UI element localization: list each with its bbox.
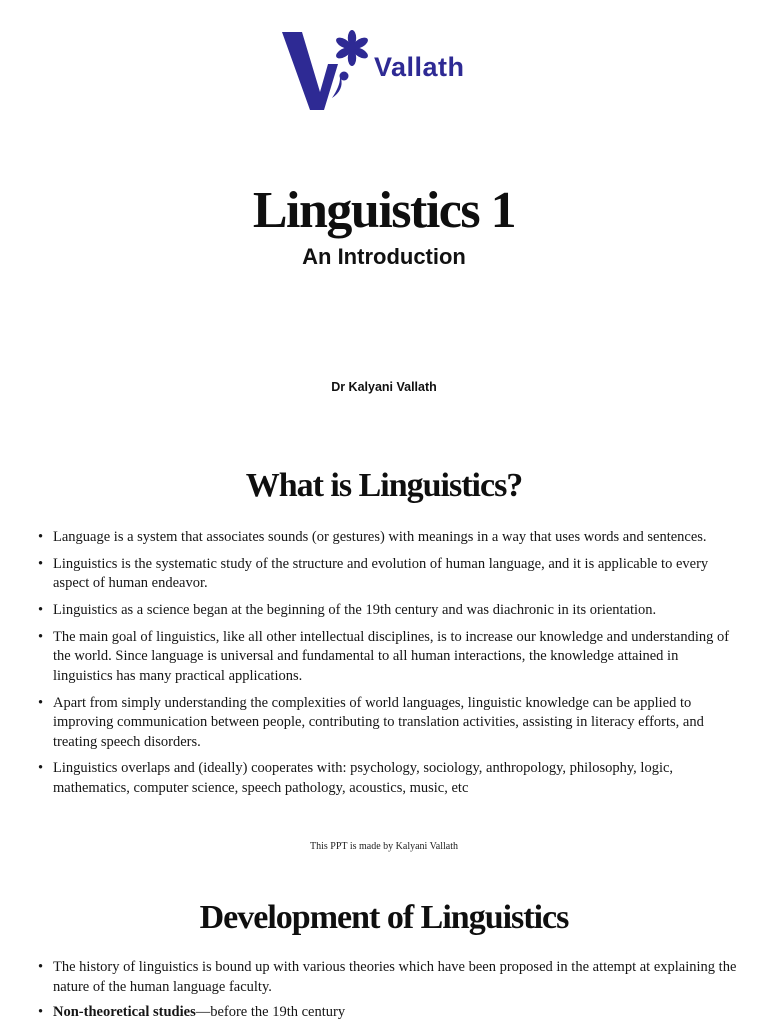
list-item-text: Linguistics as a science began at the beginning of the 19th century and was diachronic in its orientation.	[53, 602, 657, 619]
bullet-icon: •	[38, 959, 44, 975]
vallath-logo	[280, 28, 500, 114]
list-item	[37, 555, 737, 594]
bullet-list-development	[37, 958, 737, 1024]
author-name: Dr Kalyani Vallath	[331, 380, 437, 394]
list-item-text: The main goal of linguistics, like all other intellectual disciplines, is to increase our knowledge and understanding of the world. Since language is universal and fundamental to all human interactions, the knowledge attained in linguistics has many practical applications.	[53, 628, 730, 684]
list-item-text: Linguistics overlaps and (ideally) cooperates with: psychology, sociology, anthropology, philosophy, logic, mathematics, computer science, speech pathology, acoustics, music, etc	[53, 760, 674, 796]
section-heading-what-is-linguistics: What is Linguistics?	[245, 467, 523, 504]
bullet-icon: •	[38, 628, 44, 645]
bullet-icon: •	[38, 555, 44, 572]
list-item-text: Apart from simply understanding the complexities of world languages, linguistic knowledge can be applied to improving communication between people, contributing to translation activities, assisting in literacy efforts, and treating speech disorders.	[53, 694, 704, 750]
list-item	[37, 528, 737, 548]
bullet-icon: •	[38, 1004, 44, 1020]
list-item-text: Linguistics is the systematic study of the structure and evolution of human language, and it is applicable to every aspect of human endeavor.	[53, 555, 709, 592]
list-item	[37, 601, 737, 621]
bullet-icon: •	[38, 760, 44, 777]
list-item	[37, 759, 737, 798]
bullet-list-what-is-linguistics	[37, 528, 737, 806]
list-item	[37, 628, 737, 687]
list-item-bold-lead: Non-theoretical studies	[53, 1004, 196, 1020]
slide-title: Linguistics 1	[252, 182, 516, 239]
list-item	[37, 958, 737, 997]
logo-wordmark: Vallath	[374, 52, 465, 82]
bullet-icon: •	[38, 529, 44, 545]
bullet-icon: •	[38, 602, 44, 619]
slide-footer-note: This PPT is made by Kalyani Vallath	[310, 841, 458, 852]
vallath-logo-icon	[280, 28, 374, 114]
slide-subtitle: An Introduction	[302, 244, 466, 269]
bullet-icon: •	[38, 694, 44, 711]
list-item-text: Language is a system that associates sounds (or gestures) with meanings in a way that uses words and sentences.	[53, 529, 707, 545]
list-item	[37, 1003, 737, 1023]
list-item	[37, 694, 737, 753]
list-item-text: The history of linguistics is bound up with various theories which have been proposed in the attempt at explaining the nature of the human language faculty.	[53, 959, 737, 995]
section-heading-development-of-linguistics: Development of Linguistics	[199, 899, 569, 936]
list-item-text: —before the 19th century	[195, 1004, 346, 1020]
